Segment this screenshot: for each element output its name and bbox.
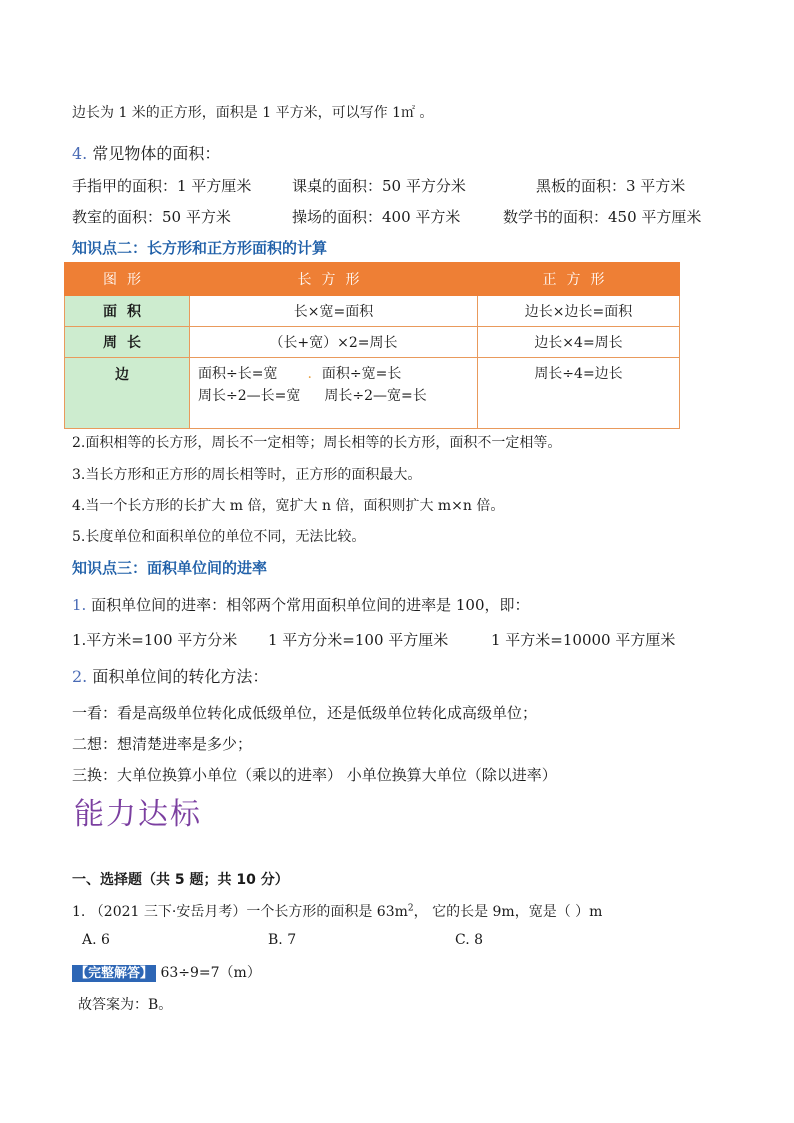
conclusion-text: 故答案为：B。 [78, 997, 173, 1013]
common-objects-heading [72, 141, 220, 164]
rate-item: 1 平方分米=100 平方厘米 [268, 631, 449, 649]
convert-step: 二想：想清楚进率是多少； [72, 735, 253, 753]
heading-text: 面积单位间的进率：相邻两个常用面积单位间的进率是 100，即： [91, 596, 530, 614]
heading-number: 1. [72, 596, 87, 614]
ability-title: 能力达标 [74, 797, 202, 832]
convert-step: 三换：大单位换算小单位（乘以的进率） 小单位换算大单位（除以进率） [72, 766, 557, 784]
stem-text: 1. （2021 三下·安岳月考）一个长方形的面积是 63m [72, 904, 408, 920]
common-item: 数学书的面积：450 平方厘米 [503, 208, 702, 226]
table-row [65, 358, 680, 429]
convert-step: 一看：看是高级单位转化成低级单位，还是低级单位转化成高级单位； [72, 704, 538, 722]
formula: 周长÷2—长=宽 [198, 388, 301, 404]
common-item: 手指甲的面积：1 平方厘米 [72, 177, 252, 195]
row-label: 面积 [65, 296, 190, 327]
stem-text: ， 它的长是 9m，宽是（ ）m [413, 904, 603, 920]
option-c: C. 8 [455, 932, 484, 948]
rate-item: 1.平方米=100 平方分米 [72, 631, 238, 649]
common-item: 操场的面积：400 平方米 [292, 208, 461, 226]
row-label: 周长 [65, 327, 190, 358]
question-stem [72, 901, 602, 921]
note-line: 5.长度单位和面积单位的单位不同，无法比较。 [72, 529, 366, 545]
rate-item: 1 平方米=10000 平方厘米 [491, 631, 676, 649]
table-cell [190, 358, 478, 429]
row-label: 边 [65, 358, 190, 429]
table-cell: 长×宽=面积 [190, 296, 478, 327]
convert-heading [72, 664, 268, 687]
note-line: 3.当长方形和正方形的周长相等时，正方形的面积最大。 [72, 467, 422, 483]
common-item: 教室的面积：50 平方米 [72, 208, 231, 226]
formula: 面积÷宽=长 [321, 366, 402, 382]
area-formula-table [64, 262, 680, 429]
table-cell: 边长×4=周长 [478, 327, 680, 358]
side-formula-line [190, 363, 477, 385]
heading-text: 面积单位间的转化方法： [92, 667, 269, 686]
knowledge-point-3-title: 知识点三：面积单位间的进率 [72, 559, 268, 577]
formula: 面积÷长=宽 [198, 366, 278, 382]
option-b: B. 7 [268, 932, 297, 948]
table-cell: （长+宽）×2=周长 [190, 327, 478, 358]
note-line: 2.面积相等的长方形，周长不一定相等；周长相等的长方形，面积不一定相等。 [72, 435, 562, 451]
answer-text: 63÷9=7（m） [160, 965, 261, 981]
table-header-cell: 正方形 [478, 263, 680, 296]
heading-number: 2. [72, 667, 88, 686]
superscript: 2 [407, 903, 414, 914]
heading-text: 常见物体的面积： [92, 144, 221, 163]
table-cell: 周长÷4=边长 [478, 358, 680, 429]
section-title: 一、选择题（共 5 题；共 10 分） [72, 872, 289, 888]
table-row [65, 327, 680, 358]
note-line: 4.当一个长方形的长扩大 m 倍，宽扩大 n 倍，面积则扩大 m×n 倍。 [72, 498, 505, 514]
table-cell: 边长×边长=面积 [478, 296, 680, 327]
knowledge-point-2-title: 知识点二：长方形和正方形面积的计算 [72, 239, 328, 257]
table-header-cell: 长方形 [190, 263, 478, 296]
formula: 周长÷2—宽=长 [324, 388, 427, 404]
intro-text: 边长为 1 米的正方形，面积是 1 平方米，可以写作 1㎡ 。 [72, 105, 434, 121]
rate-heading [72, 594, 530, 615]
common-item: 黑板的面积：3 平方米 [536, 177, 686, 195]
heading-number: 4. [72, 144, 88, 163]
common-item: 课桌的面积：50 平方分米 [292, 177, 466, 195]
table-header-row [65, 263, 680, 296]
answer-tag: 【完整解答】 [72, 965, 156, 982]
option-a: A. 6 [82, 932, 110, 948]
answer-line [72, 962, 261, 982]
table-row [65, 296, 680, 327]
side-formula-line [190, 385, 477, 407]
table-header-cell: 图形 [65, 263, 190, 296]
dot-mark: . [307, 366, 312, 382]
